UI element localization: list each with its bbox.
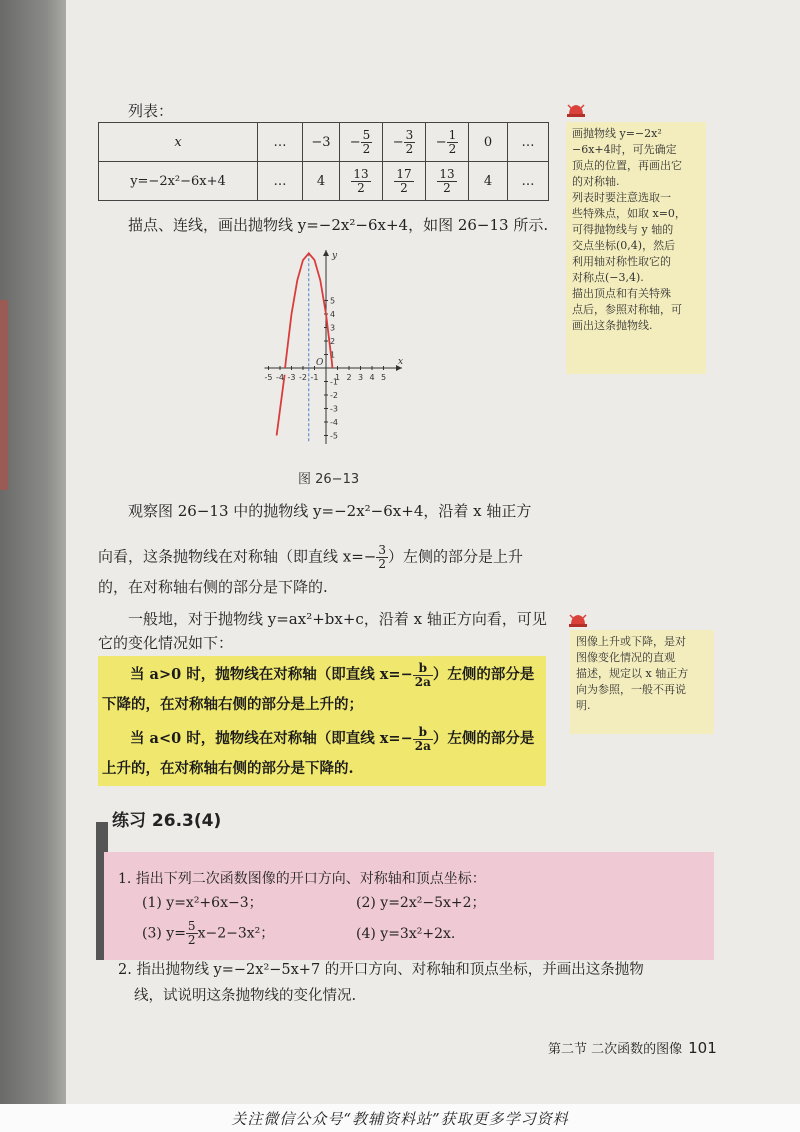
question-1: 1. 指出下列二次函数图像的开口方向、对称轴和顶点坐标： (118, 871, 486, 887)
table-cell: … (258, 162, 303, 201)
value-table (98, 122, 549, 201)
y-tick-label: -1 (330, 377, 338, 387)
table-cell: − $\frac{5}{2}$ (340, 123, 383, 162)
question-1-part-4: (4) y=3x²+2x. (356, 926, 456, 942)
margin-note-1: 画抛物线 y=−2x² −6x+4时，可先确定 顶点的位置，再画出它 的对称轴. 列表时要注意选取一 些特殊点，如取 x=0， 可得抛物线与 y 轴的 交点坐标(0,4)，然后 利用轴对称性取它的 对称点(−3,4). 描出顶点和有关特殊 点后，参照对称轴，可 画出这条抛物线. (566, 122, 706, 374)
frac-num: b (413, 726, 433, 740)
book-spine (0, 0, 66, 1132)
general-line-1: 一般地，对于抛物线 y=ax²+bx+c，沿着 x 轴正方向看，可见 (128, 610, 547, 628)
frac-num: b (413, 662, 433, 676)
text-part: ）左侧的部分是 (432, 666, 535, 683)
observation-line-2 (98, 544, 523, 571)
text-part: (3) y= (142, 925, 186, 942)
frac-num: 3 (378, 543, 387, 557)
table-cell: − $\frac{3}{2}$ (383, 123, 426, 162)
table-cell: … (508, 162, 549, 201)
observation-line-1: 观察图 26−13 中的抛物线 y=−2x²−6x+4，沿着 x 轴正方 (128, 502, 532, 520)
table-row (99, 162, 549, 201)
parabola-graph (232, 246, 408, 446)
x-tick-label: 4 (369, 373, 375, 382)
y-tick-label: 5 (330, 296, 336, 306)
figure-caption: 图 26−13 (298, 472, 360, 487)
table-cell: 4 (303, 162, 340, 201)
x-tick-label: -4 (276, 373, 284, 382)
table-label: 列表： (128, 102, 174, 120)
y-axis-label: y (332, 251, 338, 261)
table-header-y: y=−2x²−6x+4 (99, 162, 258, 201)
table-cell (426, 162, 469, 201)
question-2-line-2: 线，试说明这条抛物线的变化情况. (134, 988, 357, 1004)
table-row (99, 123, 549, 162)
observation-line-3: 的，在对称轴右侧的部分是下降的. (98, 578, 328, 596)
spine-strip (0, 300, 8, 490)
x-tick-label: 1 (334, 373, 341, 382)
highlight-text-1 (102, 660, 542, 720)
table-cell: −3 (303, 123, 340, 162)
y-tick-label: 3 (330, 323, 336, 333)
x-axis-label: x (398, 357, 404, 367)
alarm-bell-icon (566, 102, 586, 118)
table-cell (340, 162, 383, 201)
x-tick-label: 3 (357, 373, 364, 382)
x-tick-label: -2 (299, 373, 307, 382)
y-tick-label: -3 (330, 404, 338, 414)
text-part: 下降的，在对称轴右侧的部分是上升的； (102, 696, 363, 713)
x-tick-label: -5 (264, 373, 273, 382)
y-axis-arrow (323, 250, 329, 256)
frac-num: 3 (405, 127, 414, 142)
frac-den: 2a (414, 674, 431, 689)
frac-den: 2 (448, 141, 457, 156)
frac-den: 2a (414, 738, 431, 753)
y-tick-label: -2 (330, 391, 338, 400)
table-cell (383, 162, 426, 201)
exercise-title: 练习 26.3(4) (112, 811, 222, 831)
y-tick-label: -5 (330, 431, 338, 441)
table-cell: − $\frac{1}{2}$ (426, 123, 469, 162)
general-line-2: 它的变化情况如下： (98, 634, 234, 652)
text-part: 上升的，在对称轴右侧的部分是下降的. (102, 760, 354, 777)
text-part: ）左侧的部分是 (432, 730, 535, 747)
frac-den: 2 (187, 933, 196, 947)
text-part: x−2−3x²； (197, 925, 275, 942)
text-part: 向看，这条抛物线在对称轴（即直线 x=− (98, 547, 377, 566)
frac-num: 17 (396, 166, 412, 181)
alarm-bell-icon (568, 612, 588, 628)
textbook-page (66, 0, 800, 1104)
text-part: 当 a<0 时，抛物线在对称轴（即直线 x=− (130, 730, 413, 747)
table-cell: … (508, 123, 549, 162)
question-1-part-3 (142, 920, 274, 947)
table-cell: 4 (469, 162, 508, 201)
highlight-text-2 (102, 724, 542, 784)
table-header-x: x (99, 123, 258, 162)
frac-num: 1 (448, 127, 457, 142)
text-part: 当 a>0 时，抛物线在对称轴（即直线 x=− (130, 666, 413, 683)
bottom-watermark-text: 关注微信公众号“教辅资料站”获取更多学习资料 (231, 1110, 569, 1128)
x-tick-label: -3 (287, 373, 296, 382)
frac-den: 2 (362, 141, 371, 156)
frac-den: 2 (443, 180, 451, 195)
curve-segment (277, 375, 285, 436)
margin-note-2: 图像上升或下降，是对 图像变化情况的直观 描述，规定以 x 轴正方 向为参照，一般不再说 明. (570, 630, 714, 734)
y-tick-label: 4 (330, 310, 336, 319)
frac-num: 5 (362, 127, 371, 142)
frac-num: 13 (439, 166, 455, 181)
question-1-part-1: (1) y=x²+6x−3； (142, 895, 263, 911)
draw-sentence: 描点、连线，画出抛物线 y=−2x²−6x+4，如图 26−13 所示. (128, 216, 549, 234)
page-footer (548, 1038, 717, 1057)
question-1-part-2: (2) y=2x²−5x+2； (356, 895, 486, 911)
x-tick-label: 2 (346, 373, 352, 382)
frac-num: 5 (187, 919, 196, 933)
frac-den: 2 (357, 180, 365, 195)
table-cell: 0 (469, 123, 508, 162)
origin-label: O (316, 358, 324, 368)
y-tick-label: 1 (330, 350, 336, 360)
y-tick-label: -4 (330, 418, 338, 427)
question-2-line-1: 2. 指出抛物线 y=−2x²−5x+7 的开口方向、对称轴和顶点坐标，并画出这条抛物 (118, 962, 644, 978)
frac-den: 2 (400, 180, 408, 195)
table-cell: … (258, 123, 303, 162)
frac-den: 2 (405, 141, 414, 156)
frac-num: 13 (353, 166, 369, 181)
text-part: ）左侧的部分是上升 (388, 547, 524, 566)
page-number: 101 (688, 1039, 717, 1057)
x-tick-label: -1 (310, 373, 319, 382)
x-tick-label: 5 (380, 373, 387, 382)
y-tick-label: 2 (330, 337, 336, 346)
section-title: 第二节 二次函数的图像 (548, 1042, 683, 1057)
frac-den: 2 (378, 557, 387, 571)
